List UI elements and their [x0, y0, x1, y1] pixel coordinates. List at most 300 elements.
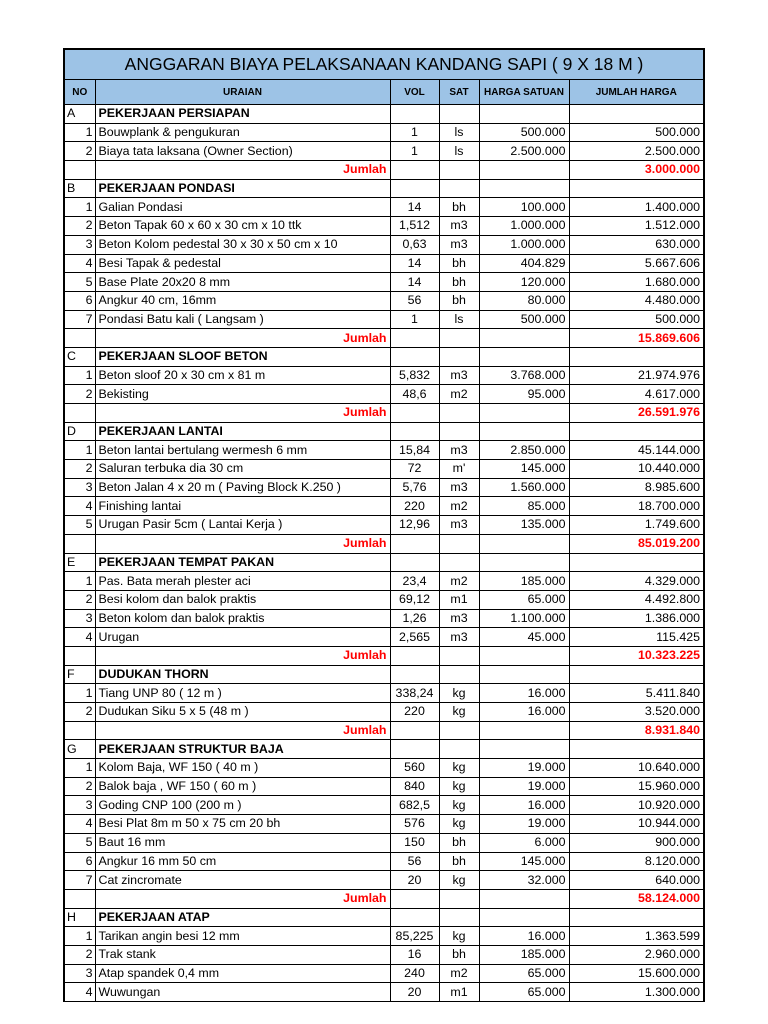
item-total-price: 3.520.000 [569, 703, 704, 722]
section-code: A [64, 105, 95, 124]
item-volume: 682,5 [390, 796, 439, 815]
item-unit: m1 [439, 590, 479, 609]
subtotal-label: Jumlah [95, 889, 390, 908]
item-number: 1 [64, 441, 95, 460]
item-unit-price: 16.000 [479, 703, 569, 722]
item-description: Besi Plat 8m m 50 x 75 cm 20 bh [95, 815, 390, 834]
item-description: Pas. Bata merah plester aci [95, 572, 390, 591]
item-volume: 16 [390, 945, 439, 964]
item-description: Bouwplank & pengukuran [95, 123, 390, 142]
item-number: 2 [64, 385, 95, 404]
empty-cell [479, 161, 569, 180]
table-row [64, 142, 704, 161]
table-row [64, 310, 704, 329]
header-row [64, 80, 704, 105]
item-volume: 1 [390, 310, 439, 329]
item-number: 4 [64, 983, 95, 1002]
item-description: Dudukan Siku 5 x 5 (48 m ) [95, 703, 390, 722]
empty-cell [64, 329, 95, 348]
header-no: NO [64, 80, 95, 105]
item-description: Baut 16 mm [95, 833, 390, 852]
empty-cell [390, 347, 439, 366]
empty-cell [64, 721, 95, 740]
item-total-price: 2.960.000 [569, 945, 704, 964]
empty-cell [479, 534, 569, 553]
subtotal-value: 15.869.606 [569, 329, 704, 348]
item-volume: 56 [390, 291, 439, 310]
item-volume: 1 [390, 123, 439, 142]
item-description: Balok baja , WF 150 ( 60 m ) [95, 777, 390, 796]
item-description: Goding CNP 100 (200 m ) [95, 796, 390, 815]
item-total-price: 1.512.000 [569, 217, 704, 236]
item-unit: m3 [439, 441, 479, 460]
table-row [64, 609, 704, 628]
empty-cell [479, 347, 569, 366]
header-uraian: URAIAN [95, 80, 390, 105]
item-total-price: 1.749.600 [569, 516, 704, 535]
item-unit-price: 185.000 [479, 945, 569, 964]
item-total-price: 10.944.000 [569, 815, 704, 834]
empty-cell [64, 161, 95, 180]
empty-cell [390, 179, 439, 198]
item-description: Angkur 40 cm, 16mm [95, 291, 390, 310]
item-number: 3 [64, 235, 95, 254]
item-description: Tarikan angin besi 12 mm [95, 927, 390, 946]
empty-cell [439, 329, 479, 348]
item-total-price: 640.000 [569, 871, 704, 890]
item-unit: kg [439, 684, 479, 703]
empty-cell [390, 404, 439, 423]
item-description: Besi Tapak & pedestal [95, 254, 390, 273]
empty-cell [64, 534, 95, 553]
item-volume: 220 [390, 703, 439, 722]
item-unit-price: 2.500.000 [479, 142, 569, 161]
empty-cell [439, 553, 479, 572]
item-unit: kg [439, 703, 479, 722]
section-header-row [64, 179, 704, 198]
item-unit-price: 85.000 [479, 497, 569, 516]
item-unit: m2 [439, 964, 479, 983]
empty-cell [390, 422, 439, 441]
item-unit-price: 6.000 [479, 833, 569, 852]
table-row [64, 273, 704, 292]
item-unit-price: 65.000 [479, 590, 569, 609]
item-volume: 20 [390, 983, 439, 1002]
empty-cell [569, 347, 704, 366]
subtotal-label: Jumlah [95, 534, 390, 553]
item-number: 4 [64, 254, 95, 273]
empty-cell [390, 889, 439, 908]
item-description: Finishing lantai [95, 497, 390, 516]
empty-cell [390, 646, 439, 665]
empty-cell [64, 646, 95, 665]
subtotal-value: 58.124.000 [569, 889, 704, 908]
item-volume: 15,84 [390, 441, 439, 460]
item-unit-price: 19.000 [479, 777, 569, 796]
title-row [64, 49, 704, 80]
empty-cell [439, 347, 479, 366]
item-unit-price: 65.000 [479, 983, 569, 1002]
table-row [64, 777, 704, 796]
empty-cell [479, 740, 569, 759]
item-unit-price: 145.000 [479, 852, 569, 871]
empty-cell [439, 740, 479, 759]
item-description: Kolom Baja, WF 150 ( 40 m ) [95, 759, 390, 778]
item-number: 5 [64, 516, 95, 535]
item-description: Besi kolom dan balok praktis [95, 590, 390, 609]
table-row [64, 235, 704, 254]
item-number: 1 [64, 684, 95, 703]
empty-cell [479, 646, 569, 665]
item-number: 7 [64, 871, 95, 890]
item-total-price: 8.985.600 [569, 478, 704, 497]
section-name: PEKERJAAN TEMPAT PAKAN [95, 553, 390, 572]
subtotal-value: 26.591.976 [569, 404, 704, 423]
item-description: Tiang UNP 80 ( 12 m ) [95, 684, 390, 703]
item-volume: 14 [390, 273, 439, 292]
empty-cell [390, 553, 439, 572]
empty-cell [439, 665, 479, 684]
item-total-price: 2.500.000 [569, 142, 704, 161]
subtotal-row [64, 161, 704, 180]
empty-cell [479, 422, 569, 441]
empty-cell [390, 161, 439, 180]
item-description: Wuwungan [95, 983, 390, 1002]
subtotal-row [64, 404, 704, 423]
item-unit-price: 135.000 [479, 516, 569, 535]
item-volume: 5,832 [390, 366, 439, 385]
subtotal-value: 10.323.225 [569, 646, 704, 665]
item-volume: 12,96 [390, 516, 439, 535]
table-row [64, 460, 704, 479]
budget-sheet [63, 48, 703, 1002]
item-number: 2 [64, 142, 95, 161]
table-row [64, 927, 704, 946]
item-volume: 576 [390, 815, 439, 834]
item-total-price: 45.144.000 [569, 441, 704, 460]
item-unit: kg [439, 927, 479, 946]
empty-cell [390, 665, 439, 684]
table-row [64, 628, 704, 647]
empty-cell [479, 889, 569, 908]
item-number: 6 [64, 852, 95, 871]
item-volume: 338,24 [390, 684, 439, 703]
item-unit-price: 32.000 [479, 871, 569, 890]
item-unit: m' [439, 460, 479, 479]
table-row [64, 516, 704, 535]
header-sat: SAT [439, 80, 479, 105]
subtotal-value: 3.000.000 [569, 161, 704, 180]
table-row [64, 796, 704, 815]
section-code: C [64, 347, 95, 366]
item-number: 5 [64, 273, 95, 292]
item-number: 6 [64, 291, 95, 310]
subtotal-row [64, 329, 704, 348]
table-row [64, 366, 704, 385]
empty-cell [569, 553, 704, 572]
item-unit-price: 65.000 [479, 964, 569, 983]
item-volume: 1,512 [390, 217, 439, 236]
item-total-price: 500.000 [569, 310, 704, 329]
item-total-price: 115.425 [569, 628, 704, 647]
item-unit-price: 1.000.000 [479, 217, 569, 236]
table-row [64, 759, 704, 778]
table-row [64, 964, 704, 983]
item-total-price: 15.600.000 [569, 964, 704, 983]
empty-cell [439, 179, 479, 198]
item-unit-price: 1.560.000 [479, 478, 569, 497]
item-total-price: 10.640.000 [569, 759, 704, 778]
item-unit-price: 500.000 [479, 310, 569, 329]
empty-cell [439, 534, 479, 553]
empty-cell [569, 179, 704, 198]
item-total-price: 15.960.000 [569, 777, 704, 796]
item-description: Bekisting [95, 385, 390, 404]
item-volume: 240 [390, 964, 439, 983]
table-row [64, 833, 704, 852]
section-header-row [64, 105, 704, 124]
item-number: 4 [64, 815, 95, 834]
section-name: DUDUKAN THORN [95, 665, 390, 684]
item-total-price: 10.920.000 [569, 796, 704, 815]
item-total-price: 4.617.000 [569, 385, 704, 404]
item-number: 1 [64, 927, 95, 946]
item-volume: 72 [390, 460, 439, 479]
subtotal-row [64, 889, 704, 908]
item-unit-price: 500.000 [479, 123, 569, 142]
empty-cell [439, 422, 479, 441]
item-description: Beton Kolom pedestal 30 x 30 x 50 cm x 10 [95, 235, 390, 254]
item-unit-price: 16.000 [479, 684, 569, 703]
item-unit: bh [439, 198, 479, 217]
item-description: Beton sloof 20 x 30 cm x 81 m [95, 366, 390, 385]
section-header-row [64, 347, 704, 366]
item-unit: bh [439, 852, 479, 871]
empty-cell [439, 404, 479, 423]
item-volume: 1 [390, 142, 439, 161]
item-total-price: 5.411.840 [569, 684, 704, 703]
table-row [64, 123, 704, 142]
section-name: PEKERJAAN PERSIAPAN [95, 105, 390, 124]
section-code: G [64, 740, 95, 759]
item-total-price: 1.386.000 [569, 609, 704, 628]
item-volume: 14 [390, 198, 439, 217]
item-volume: 0,63 [390, 235, 439, 254]
item-number: 7 [64, 310, 95, 329]
item-unit-price: 404.829 [479, 254, 569, 273]
empty-cell [390, 740, 439, 759]
item-unit-price: 145.000 [479, 460, 569, 479]
item-volume: 23,4 [390, 572, 439, 591]
section-name: PEKERJAAN LANTAI [95, 422, 390, 441]
item-total-price: 1.300.000 [569, 983, 704, 1002]
item-volume: 220 [390, 497, 439, 516]
table-row [64, 217, 704, 236]
item-unit: kg [439, 759, 479, 778]
empty-cell [479, 404, 569, 423]
item-unit: bh [439, 833, 479, 852]
section-name: PEKERJAAN SLOOF BETON [95, 347, 390, 366]
item-number: 3 [64, 796, 95, 815]
item-unit: ls [439, 123, 479, 142]
item-unit: m3 [439, 628, 479, 647]
subtotal-value: 8.931.840 [569, 721, 704, 740]
item-volume: 14 [390, 254, 439, 273]
item-unit-price: 19.000 [479, 759, 569, 778]
item-volume: 48,6 [390, 385, 439, 404]
item-unit-price: 185.000 [479, 572, 569, 591]
table-row [64, 291, 704, 310]
item-unit-price: 95.000 [479, 385, 569, 404]
item-number: 2 [64, 777, 95, 796]
subtotal-label: Jumlah [95, 404, 390, 423]
table-row [64, 441, 704, 460]
item-number: 2 [64, 217, 95, 236]
item-unit: m1 [439, 983, 479, 1002]
table-row [64, 945, 704, 964]
item-total-price: 1.680.000 [569, 273, 704, 292]
item-number: 4 [64, 497, 95, 516]
item-total-price: 1.400.000 [569, 198, 704, 217]
item-description: Beton Jalan 4 x 20 m ( Paving Block K.250 ) [95, 478, 390, 497]
table-row [64, 703, 704, 722]
section-code: B [64, 179, 95, 198]
item-description: Galian Pondasi [95, 198, 390, 217]
subtotal-label: Jumlah [95, 161, 390, 180]
section-code: E [64, 553, 95, 572]
empty-cell [390, 329, 439, 348]
table-row [64, 254, 704, 273]
empty-cell [390, 105, 439, 124]
item-total-price: 5.667.606 [569, 254, 704, 273]
item-unit-price: 16.000 [479, 796, 569, 815]
empty-cell [64, 889, 95, 908]
empty-cell [569, 908, 704, 927]
section-code: H [64, 908, 95, 927]
empty-cell [439, 161, 479, 180]
section-name: PEKERJAAN STRUKTUR BAJA [95, 740, 390, 759]
item-unit: m2 [439, 572, 479, 591]
item-total-price: 18.700.000 [569, 497, 704, 516]
item-total-price: 630.000 [569, 235, 704, 254]
empty-cell [439, 646, 479, 665]
item-volume: 150 [390, 833, 439, 852]
subtotal-label: Jumlah [95, 646, 390, 665]
item-total-price: 900.000 [569, 833, 704, 852]
item-unit: ls [439, 142, 479, 161]
item-number: 2 [64, 703, 95, 722]
empty-cell [390, 721, 439, 740]
subtotal-value: 85.019.200 [569, 534, 704, 553]
empty-cell [479, 665, 569, 684]
empty-cell [439, 889, 479, 908]
empty-cell [479, 179, 569, 198]
subtotal-label: Jumlah [95, 329, 390, 348]
item-description: Urugan [95, 628, 390, 647]
item-number: 3 [64, 609, 95, 628]
item-unit: bh [439, 254, 479, 273]
item-description: Saluran terbuka dia 30 cm [95, 460, 390, 479]
table-row [64, 871, 704, 890]
item-unit-price: 1.100.000 [479, 609, 569, 628]
table-row [64, 852, 704, 871]
item-description: Angkur 16 mm 50 cm [95, 852, 390, 871]
item-volume: 85,225 [390, 927, 439, 946]
item-number: 3 [64, 478, 95, 497]
section-header-row [64, 553, 704, 572]
table-row [64, 385, 704, 404]
empty-cell [479, 329, 569, 348]
table-row [64, 983, 704, 1002]
table-row [64, 198, 704, 217]
header-jumlah-harga: JUMLAH HARGA [569, 80, 704, 105]
item-description: Trak stank [95, 945, 390, 964]
section-name: PEKERJAAN PONDASI [95, 179, 390, 198]
section-name: PEKERJAAN ATAP [95, 908, 390, 927]
subtotal-label: Jumlah [95, 721, 390, 740]
section-code: D [64, 422, 95, 441]
item-number: 2 [64, 590, 95, 609]
item-unit-price: 80.000 [479, 291, 569, 310]
empty-cell [479, 721, 569, 740]
item-description: Base Plate 20x20 8 mm [95, 273, 390, 292]
item-description: Beton Tapak 60 x 60 x 30 cm x 10 ttk [95, 217, 390, 236]
item-description: Pondasi Batu kali ( Langsam ) [95, 310, 390, 329]
empty-cell [439, 105, 479, 124]
item-unit-price: 3.768.000 [479, 366, 569, 385]
item-volume: 20 [390, 871, 439, 890]
table-row [64, 572, 704, 591]
table-row [64, 497, 704, 516]
table-row [64, 684, 704, 703]
item-number: 1 [64, 123, 95, 142]
item-volume: 56 [390, 852, 439, 871]
item-total-price: 1.363.599 [569, 927, 704, 946]
item-volume: 1,26 [390, 609, 439, 628]
item-total-price: 500.000 [569, 123, 704, 142]
item-number: 1 [64, 572, 95, 591]
page-title: ANGGARAN BIAYA PELAKSANAAN KANDANG SAPI ( 9 X 18 M ) [64, 49, 704, 80]
item-unit: bh [439, 291, 479, 310]
item-unit: bh [439, 273, 479, 292]
item-unit-price: 120.000 [479, 273, 569, 292]
empty-cell [569, 105, 704, 124]
item-unit-price: 100.000 [479, 198, 569, 217]
item-number: 3 [64, 964, 95, 983]
item-volume: 5,76 [390, 478, 439, 497]
item-unit: m2 [439, 385, 479, 404]
item-volume: 69,12 [390, 590, 439, 609]
item-volume: 560 [390, 759, 439, 778]
item-number: 2 [64, 945, 95, 964]
item-description: Beton lantai bertulang wermesh 6 mm [95, 441, 390, 460]
item-total-price: 21.974.976 [569, 366, 704, 385]
item-number: 1 [64, 366, 95, 385]
item-number: 5 [64, 833, 95, 852]
item-unit-price: 2.850.000 [479, 441, 569, 460]
item-unit: kg [439, 777, 479, 796]
empty-cell [569, 665, 704, 684]
item-unit: bh [439, 945, 479, 964]
item-volume: 840 [390, 777, 439, 796]
empty-cell [439, 721, 479, 740]
item-unit: m3 [439, 609, 479, 628]
item-total-price: 4.492.800 [569, 590, 704, 609]
item-number: 1 [64, 759, 95, 778]
empty-cell [390, 534, 439, 553]
subtotal-row [64, 646, 704, 665]
header-harga-satuan: HARGA SATUAN [479, 80, 569, 105]
